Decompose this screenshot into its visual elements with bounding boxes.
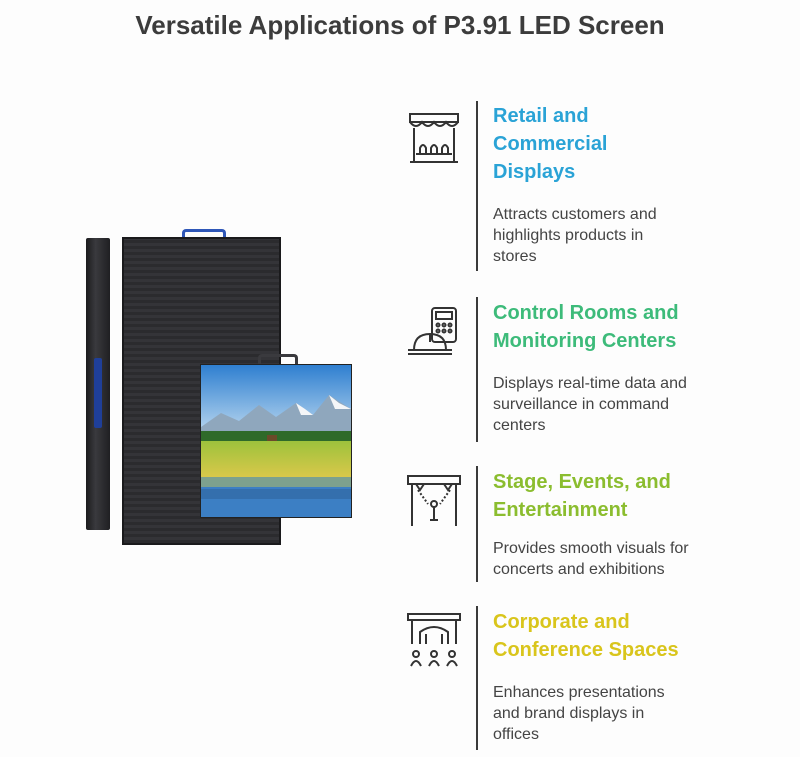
- description-corporate: Enhances presentations and brand displays in offices: [493, 684, 665, 743]
- description-control-rooms: Displays real-time data and surveillance in command centers: [493, 375, 687, 434]
- divider-line: [476, 297, 478, 442]
- heading-corporate: Corporate and Conference Spaces: [493, 611, 679, 661]
- conference-icon: [406, 612, 462, 668]
- heading-stage-events: Stage, Events, and Entertainment: [493, 471, 671, 521]
- divider-line: [476, 466, 478, 582]
- stage-icon: [406, 472, 462, 528]
- description-retail: Attracts customers and highlights products in stores: [493, 206, 657, 265]
- description-stage-events: Provides smooth visuals for concerts and exhibitions: [493, 540, 689, 578]
- divider-line: [476, 606, 478, 750]
- heading-control-rooms: Control Rooms and Monitoring Centers: [493, 302, 679, 352]
- storefront-icon: [406, 110, 462, 166]
- cabinet-side-view: [86, 238, 110, 530]
- control-room-icon: [406, 306, 462, 362]
- heading-retail: Retail and Commercial Displays: [493, 105, 608, 183]
- landscape-display-panel: [200, 364, 352, 518]
- page-title: Versatile Applications of P3.91 LED Screen: [135, 10, 665, 40]
- divider-line: [476, 101, 478, 271]
